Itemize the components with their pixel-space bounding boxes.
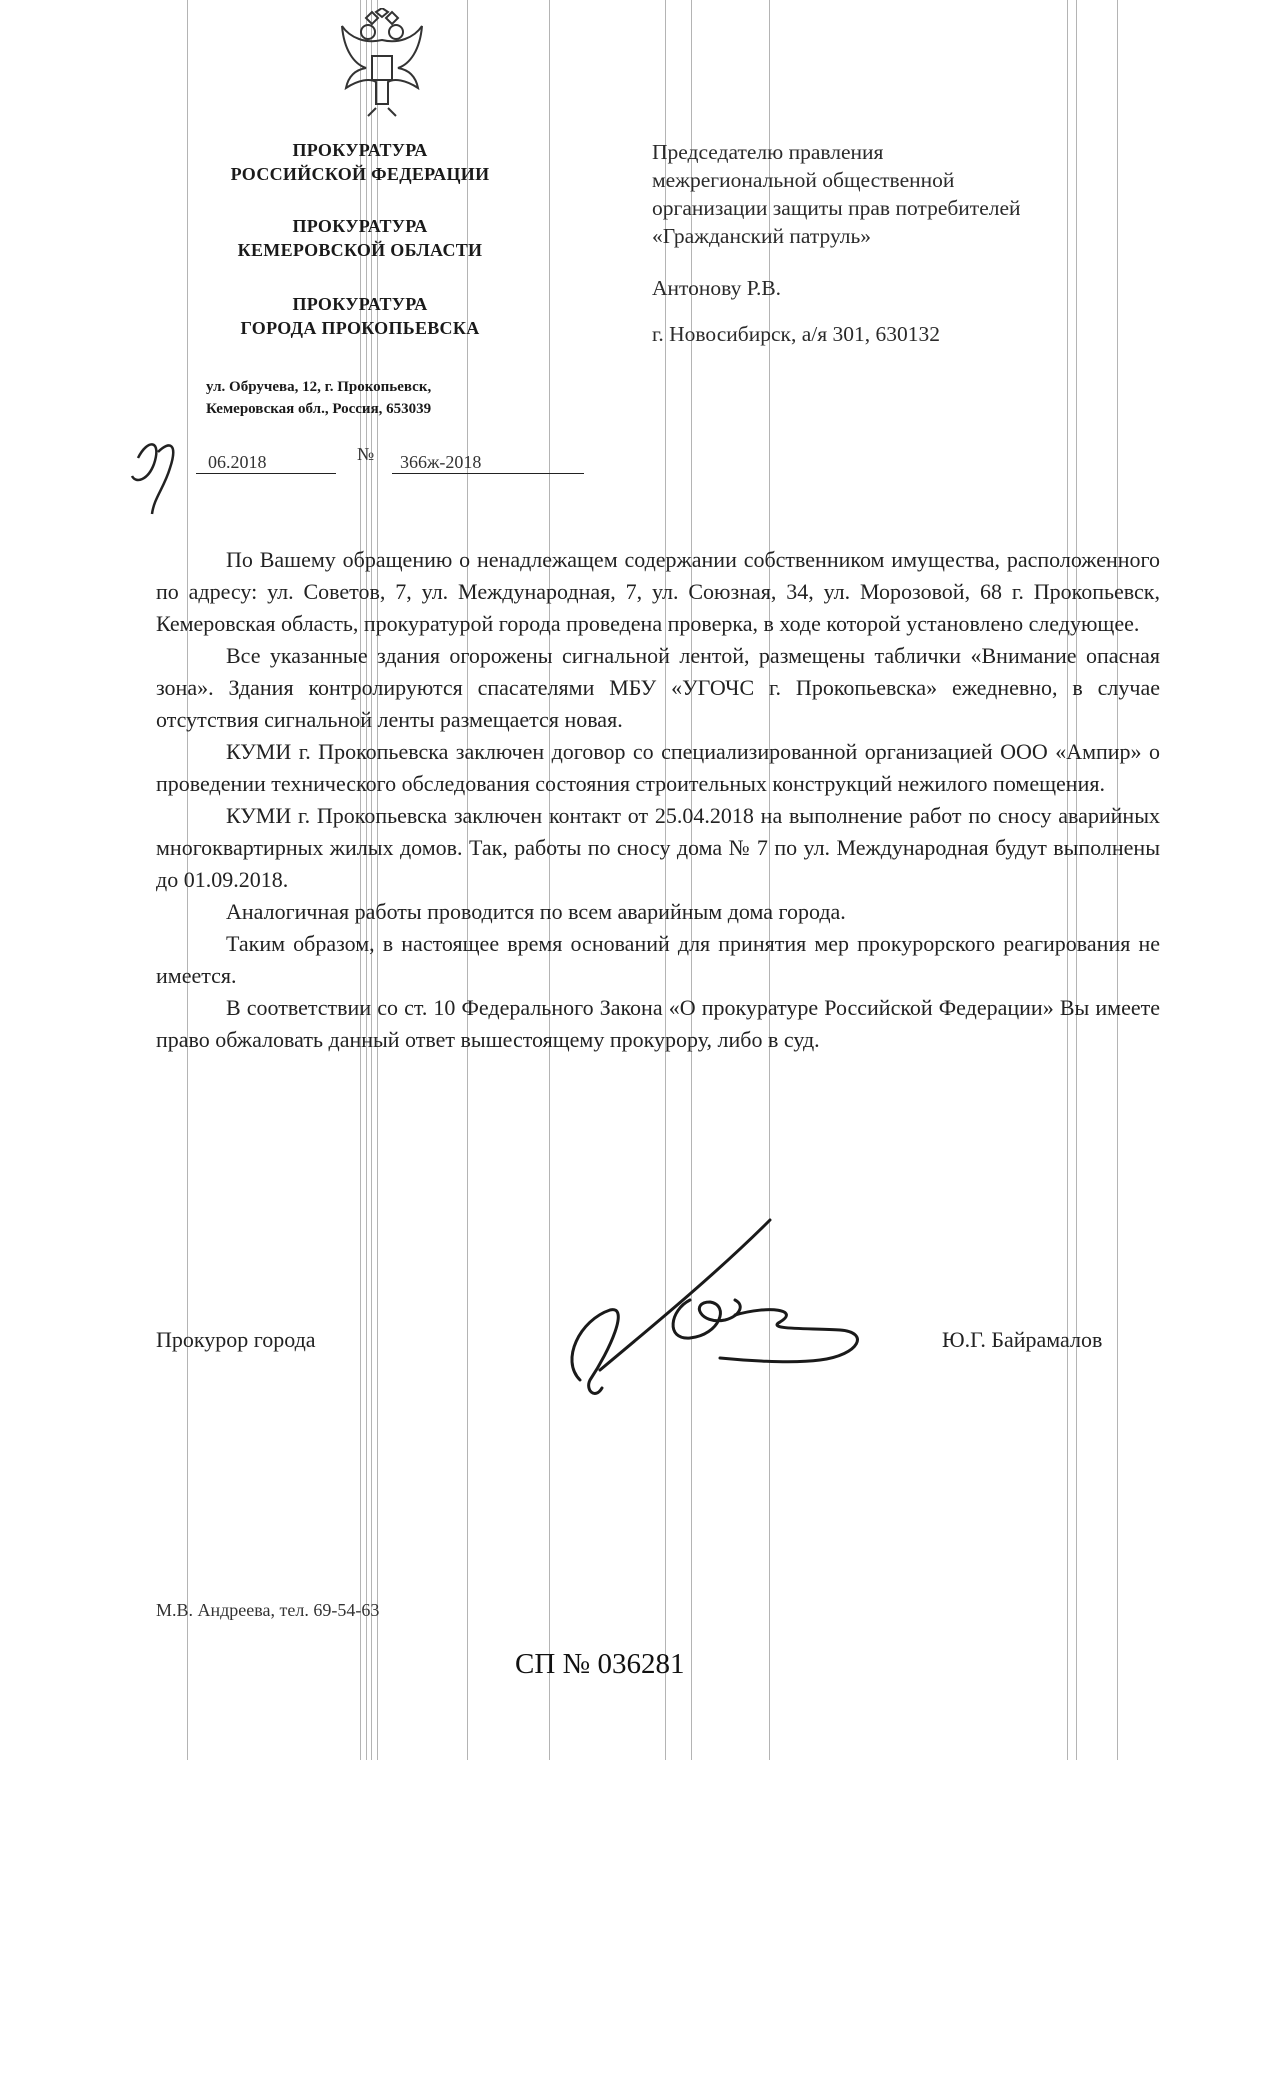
recipient-line: организации защиты прав потребителей <box>652 196 1021 220</box>
org-address <box>206 376 536 420</box>
executor-info: М.В. Андреева, тел. 69-54-63 <box>156 1600 380 1620</box>
handwritten-signature <box>540 1210 920 1410</box>
body-paragraph: В соответствии со ст. 10 Федерального Закона «О прокуратуре Российской Федерации» Вы имеете право обжаловать данный ответ вышестоящему прокурору, либо в суд. <box>156 995 1160 1052</box>
body-paragraph: Таким образом, в настоящее время оснований для принятия мер прокурорского реагирования не имеется. <box>156 931 1160 988</box>
recipient-block <box>652 138 1172 348</box>
letter-body <box>156 544 1160 1056</box>
org-address-line: Кемеровская обл., Россия, 653039 <box>206 401 432 417</box>
recipient-line: межрегиональной общественной <box>652 168 955 192</box>
reg-number-sign: № <box>357 444 375 464</box>
handwritten-date-mark <box>118 428 198 528</box>
body-paragraph: Все указанные здания огорожены сигнальной лентой, размещены таблички «Внимание опасная зона». Здания контролируются спасателями МБУ «УГОЧС г. Прокопьевска» ежедневно, в случае отсутствия сигнальной ленты размещается новая. <box>156 643 1160 732</box>
org-name-line: ПРОКУРАТУРА <box>292 294 428 314</box>
body-paragraph: КУМИ г. Прокопьевска заключен контакт от 25.04.2018 на выполнение работ по сносу аварийных многоквартирных жилых домов. Так, работы по сносу дома № 7 по ул. Международная будут выполнены до 01.09.2018. <box>156 803 1160 892</box>
serial-number: СП № 036281 <box>515 1648 685 1680</box>
reg-date: 06.2018 <box>208 452 267 472</box>
coat-of-arms-icon <box>336 8 428 118</box>
recipient-line: «Гражданский патруль» <box>652 224 872 248</box>
org-name-line: ГОРОДА ПРОКОПЬЕВСКА <box>240 318 480 338</box>
org-name-line: ПРОКУРАТУРА <box>292 216 428 236</box>
signer-name: Ю.Г. Байрамалов <box>942 1327 1103 1352</box>
reg-number: 366ж-2018 <box>400 452 482 472</box>
org-name-line: КЕМЕРОВСКОЙ ОБЛАСТИ <box>237 240 483 260</box>
signer-title: Прокурор города <box>156 1327 316 1352</box>
reg-number-underline <box>392 473 584 474</box>
recipient-name: Антонову Р.В. <box>652 276 782 300</box>
org-name-line: РОССИЙСКОЙ ФЕДЕРАЦИИ <box>230 164 490 184</box>
body-paragraph: Аналогичная работы проводится по всем аварийным дома города. <box>226 899 846 924</box>
reg-date-underline <box>196 473 336 474</box>
body-paragraph: КУМИ г. Прокопьевска заключен договор со специализированной организацией ООО «Ампир» о проведении технического обследования состояния строительных конструкций нежилого помещения. <box>156 739 1160 796</box>
recipient-line: Председателю правления <box>652 140 884 164</box>
body-paragraph: По Вашему обращению о ненадлежащем содержании собственником имущества, расположенного по адресу: ул. Советов, 7, ул. Международная, 7, ул. Союзная, 34, ул. Морозовой, 68 г. Прокопьевск, Кемеровская область, прокуратурой города проведена проверка, в ходе которой установлено следующее. <box>156 547 1160 636</box>
org-name-line: ПРОКУРАТУРА <box>292 140 428 160</box>
org-address-line: ул. Обручева, 12, г. Прокопьевск, <box>206 379 432 395</box>
recipient-address: г. Новосибирск, а/я 301, 630132 <box>652 322 940 346</box>
